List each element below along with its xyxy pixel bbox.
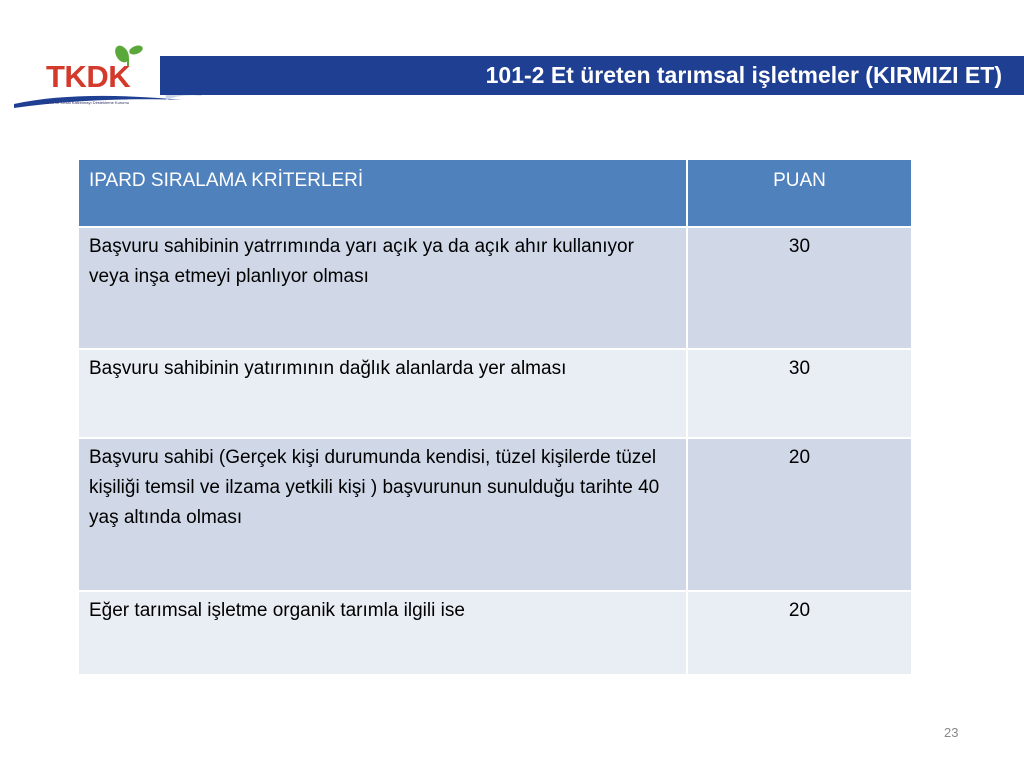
title-bar bbox=[160, 56, 1024, 95]
page-number: 23 bbox=[944, 725, 959, 740]
table-row bbox=[78, 227, 912, 349]
row-score: 20 bbox=[687, 438, 912, 591]
row-criteria: Başvuru sahibinin yatırımının dağlık alanlarda yer alması bbox=[78, 349, 687, 438]
row-criteria: Başvuru sahibi (Gerçek kişi durumunda kendisi, tüzel kişilerde tüzel kişiliği temsil ve ilzama yetkili kişi ) başvurunun sunulduğu tarihte 40 yaş altında olması bbox=[78, 438, 687, 591]
criteria-table bbox=[77, 158, 913, 676]
row-score: 30 bbox=[687, 349, 912, 438]
row-score: 30 bbox=[687, 227, 912, 349]
row-score: 20 bbox=[687, 591, 912, 675]
row-criteria: Başvuru sahibinin yatrrımında yarı açık ya da açık ahır kullanıyor veya inşa etmeyi planlıyor olması bbox=[78, 227, 687, 349]
table-row bbox=[78, 438, 912, 591]
table-header-row bbox=[78, 159, 912, 227]
logo-text: TKDK bbox=[46, 59, 131, 94]
logo-subtitle: Tarım ve Kırsal Kalkınmayı Destekleme Kurumu bbox=[44, 100, 129, 105]
header-criteria: IPARD SIRALAMA KRİTERLERİ bbox=[78, 159, 687, 227]
row-criteria: Eğer tarımsal işletme organik tarımla ilgili ise bbox=[78, 591, 687, 675]
header-score: PUAN bbox=[687, 159, 912, 227]
table-row bbox=[78, 349, 912, 438]
slide-title: 101-2 Et üreten tarımsal işletmeler (KIRMIZI ET) bbox=[485, 62, 1002, 88]
table-row bbox=[78, 591, 912, 675]
